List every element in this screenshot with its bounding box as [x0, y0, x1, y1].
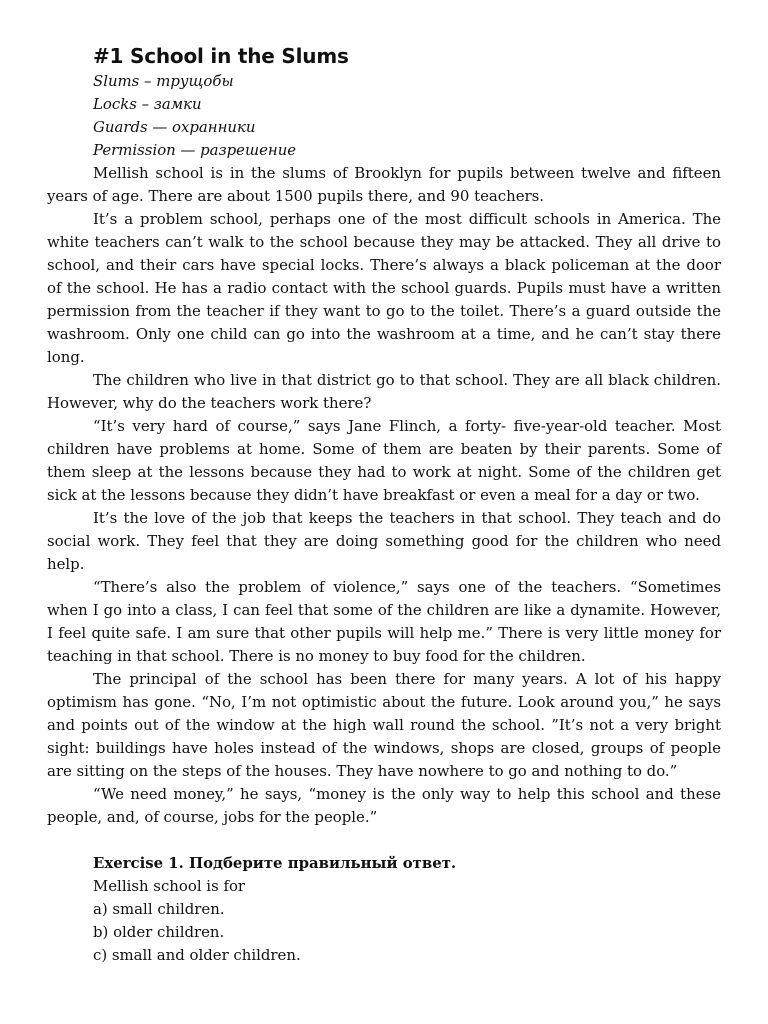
section-gap — [47, 829, 721, 852]
vocabulary-item: Permission — разрешение — [93, 141, 297, 159]
paragraph: Mellish school is in the slums of Brooklyn for pupils between twelve and fifteen years of age. There are about 1500 pupils there, and 90 teachers. — [47, 164, 721, 205]
exercise-section — [47, 852, 721, 967]
answer-option: c) small and older children. — [93, 946, 301, 964]
exercise-question: Mellish school is for — [93, 877, 246, 895]
paragraph: “It’s very hard of course,” says Jane Flinch, a forty- five-year-old teacher. Most children have problems at home. Some of them are beaten by their parents. Some of them sleep at the lessons because they had to work at night. Some of the children get sick at the lessons because they didn’t have breakfast or even a meal for a day or two. — [47, 417, 721, 504]
vocabulary-list — [47, 70, 721, 162]
answer-option: b) older children. — [93, 923, 225, 941]
exercise-title: Exercise 1. Подберите правильный ответ. — [93, 854, 457, 872]
vocabulary-item: Locks – замки — [93, 95, 202, 113]
answer-options — [47, 898, 721, 967]
document-title: #1 School in the Slums — [93, 44, 349, 68]
paragraph: “We need money,” he says, “money is the only way to help this school and these people, and, of course, jobs for the people.” — [47, 785, 721, 826]
paragraph: It’s a problem school, perhaps one of the most difficult schools in America. The white teachers can’t walk to the school because they may be attacked. They all drive to school, and their cars have special locks. There’s always a black policeman at the door of the school. He has a radio contact with the school guards. Pupils must have a written permission from the teacher if they want to go to the toilet. There’s a guard outside the washroom. Only one child can go into the washroom at a time, and he can’t stay there long. — [47, 210, 721, 366]
vocabulary-item: Guards — охранники — [93, 118, 256, 136]
vocabulary-item: Slums – трущобы — [93, 72, 234, 90]
document-page — [47, 42, 721, 967]
paragraph: “There’s also the problem of violence,” says one of the teachers. “Sometimes when I go into a class, I can feel that some of the children are like a dynamite. However, I feel quite safe. I am sure that other pupils will help me.” There is very little money for teaching in that school. There is no money to buy food for the children. — [47, 578, 721, 665]
paragraph: The principal of the school has been there for many years. A lot of his happy optimism has gone. “No, I’m not optimistic about the future. Look around you,” he says and points out of the window at the high wall round the school. ”It’s not a very bright sight: buildings have holes instead of the windows, shops are closed, groups of people are sitting on the steps of the houses. They have nowhere to go and nothing to do.” — [47, 670, 721, 780]
paragraph: The children who live in that district go to that school. They are all black children. However, why do the teachers work there? — [47, 371, 721, 412]
article-body — [47, 162, 721, 829]
paragraph: It’s the love of the job that keeps the teachers in that school. They teach and do social work. They feel that they are doing something good for the children who need help. — [47, 509, 721, 573]
answer-option: a) small children. — [93, 900, 225, 918]
